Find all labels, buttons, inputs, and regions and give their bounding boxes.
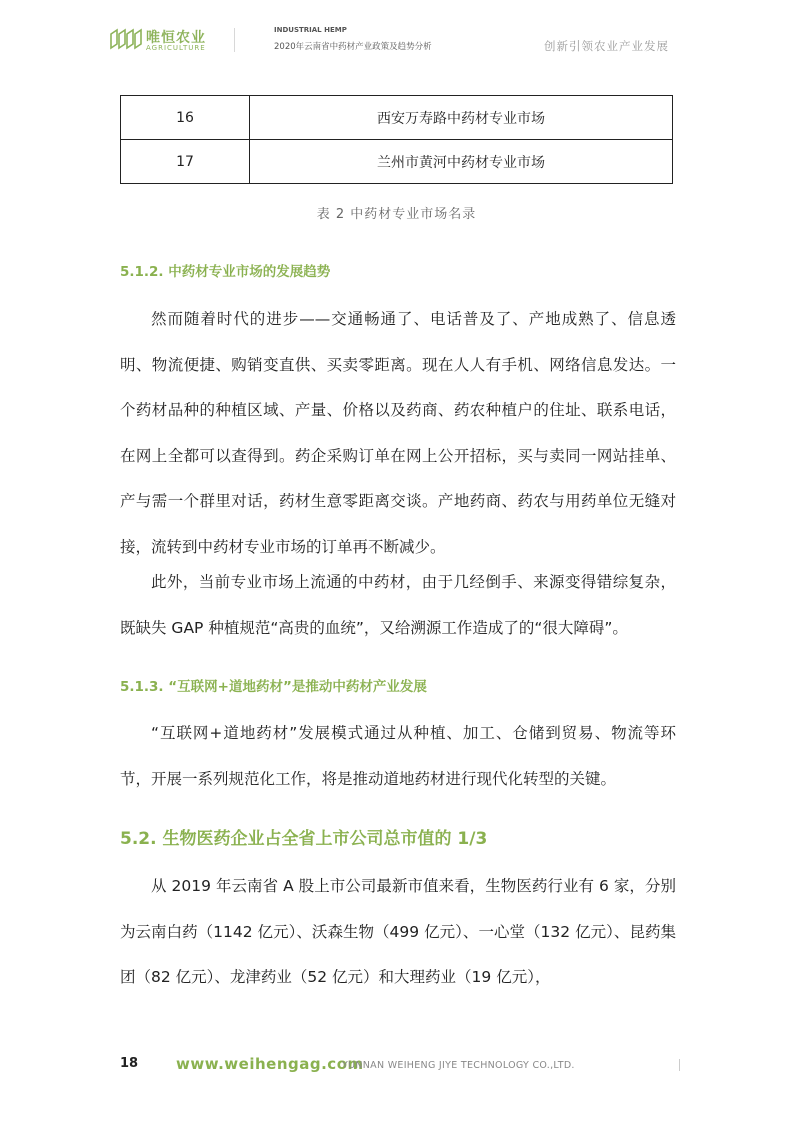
- table-cell-market-name: 兰州市黄河中药材专业市场: [250, 140, 673, 184]
- header-slogan: 创新引领农业产业发展: [544, 39, 669, 53]
- company-name: YUNNAN WEIHENG JIYE TECHNOLOGY CO.,LTD.: [342, 1060, 575, 1071]
- report-title-en: INDUSTRIAL HEMP: [274, 26, 347, 34]
- report-title-cn: 2020年云南省中药材产业政策及趋势分析: [274, 42, 432, 52]
- section-512-paragraph-2: 此外，当前专业市场上流通的中药材，由于几经倒手、来源变得错综复杂，既缺失 GAP 种植规范“高贵的血统”，又给溯源工作造成了的“很大障碍”。: [120, 573, 676, 637]
- logo-chinese-name: 唯恒农业: [146, 30, 206, 46]
- section-512-paragraph-1: 然而随着时代的进步——交通畅通了、电话普及了、产地成熟了、信息透明、物流便捷、购销变直供、买卖零距离。现在人人有手机、网络信息发达。一个药材品种的种植区域、产量、价格以及药商、药农种植户的住址、联系电话，在网上全都可以查得到。药企采购订单在网上公开招标，买与卖同一网站挂单、产与需一个群里对话，药材生意零距离交谈。产地药商、药农与用药单位无缝对接，流转到中药材专业市场的订单再不断减少。: [120, 310, 676, 556]
- page-number: 18: [120, 1056, 139, 1071]
- table-cell-number: 16: [121, 96, 250, 140]
- section-52-paragraph-1: 从 2019 年云南省 A 股上市公司最新市值来看，生物医药行业有 6 家，分别为云南白药（1142 亿元）、沃森生物（499 亿元）、一心堂（132 亿元）、昆药集团（82 亿元）、龙津药业（52 亿元）和大理药业（19 亿元），: [120, 877, 676, 986]
- table-cell-market-name: 西安万寿路中药材专业市场: [250, 96, 673, 140]
- table-caption: 表 2 中药材专业市场名录: [316, 207, 477, 222]
- company-logo-icon: [109, 28, 143, 50]
- table-cell-number: 17: [121, 140, 250, 184]
- market-table: [120, 95, 673, 184]
- table-row: [121, 96, 673, 140]
- section-512-heading: 5.1.2. 中药材专业市场的发展趋势: [120, 264, 331, 280]
- website-link[interactable]: www.weihengag.com: [176, 1055, 364, 1073]
- section-513-heading: 5.1.3. “互联网+道地药材”是推动中药材产业发展: [120, 679, 427, 695]
- footer-divider: [679, 1059, 680, 1071]
- table-row: [121, 140, 673, 184]
- logo-english-name: AGRICULTURE: [146, 44, 206, 52]
- section-52-heading: 5.2. 生物医药企业占全省上市公司总市值的 1/3: [120, 829, 488, 849]
- section-513-paragraph-1: “互联网+道地药材”发展模式通过从种植、加工、仓储到贸易、物流等环节，开展一系列规范化工作，将是推动道地药材进行现代化转型的关键。: [120, 724, 676, 788]
- header-divider: [234, 28, 235, 52]
